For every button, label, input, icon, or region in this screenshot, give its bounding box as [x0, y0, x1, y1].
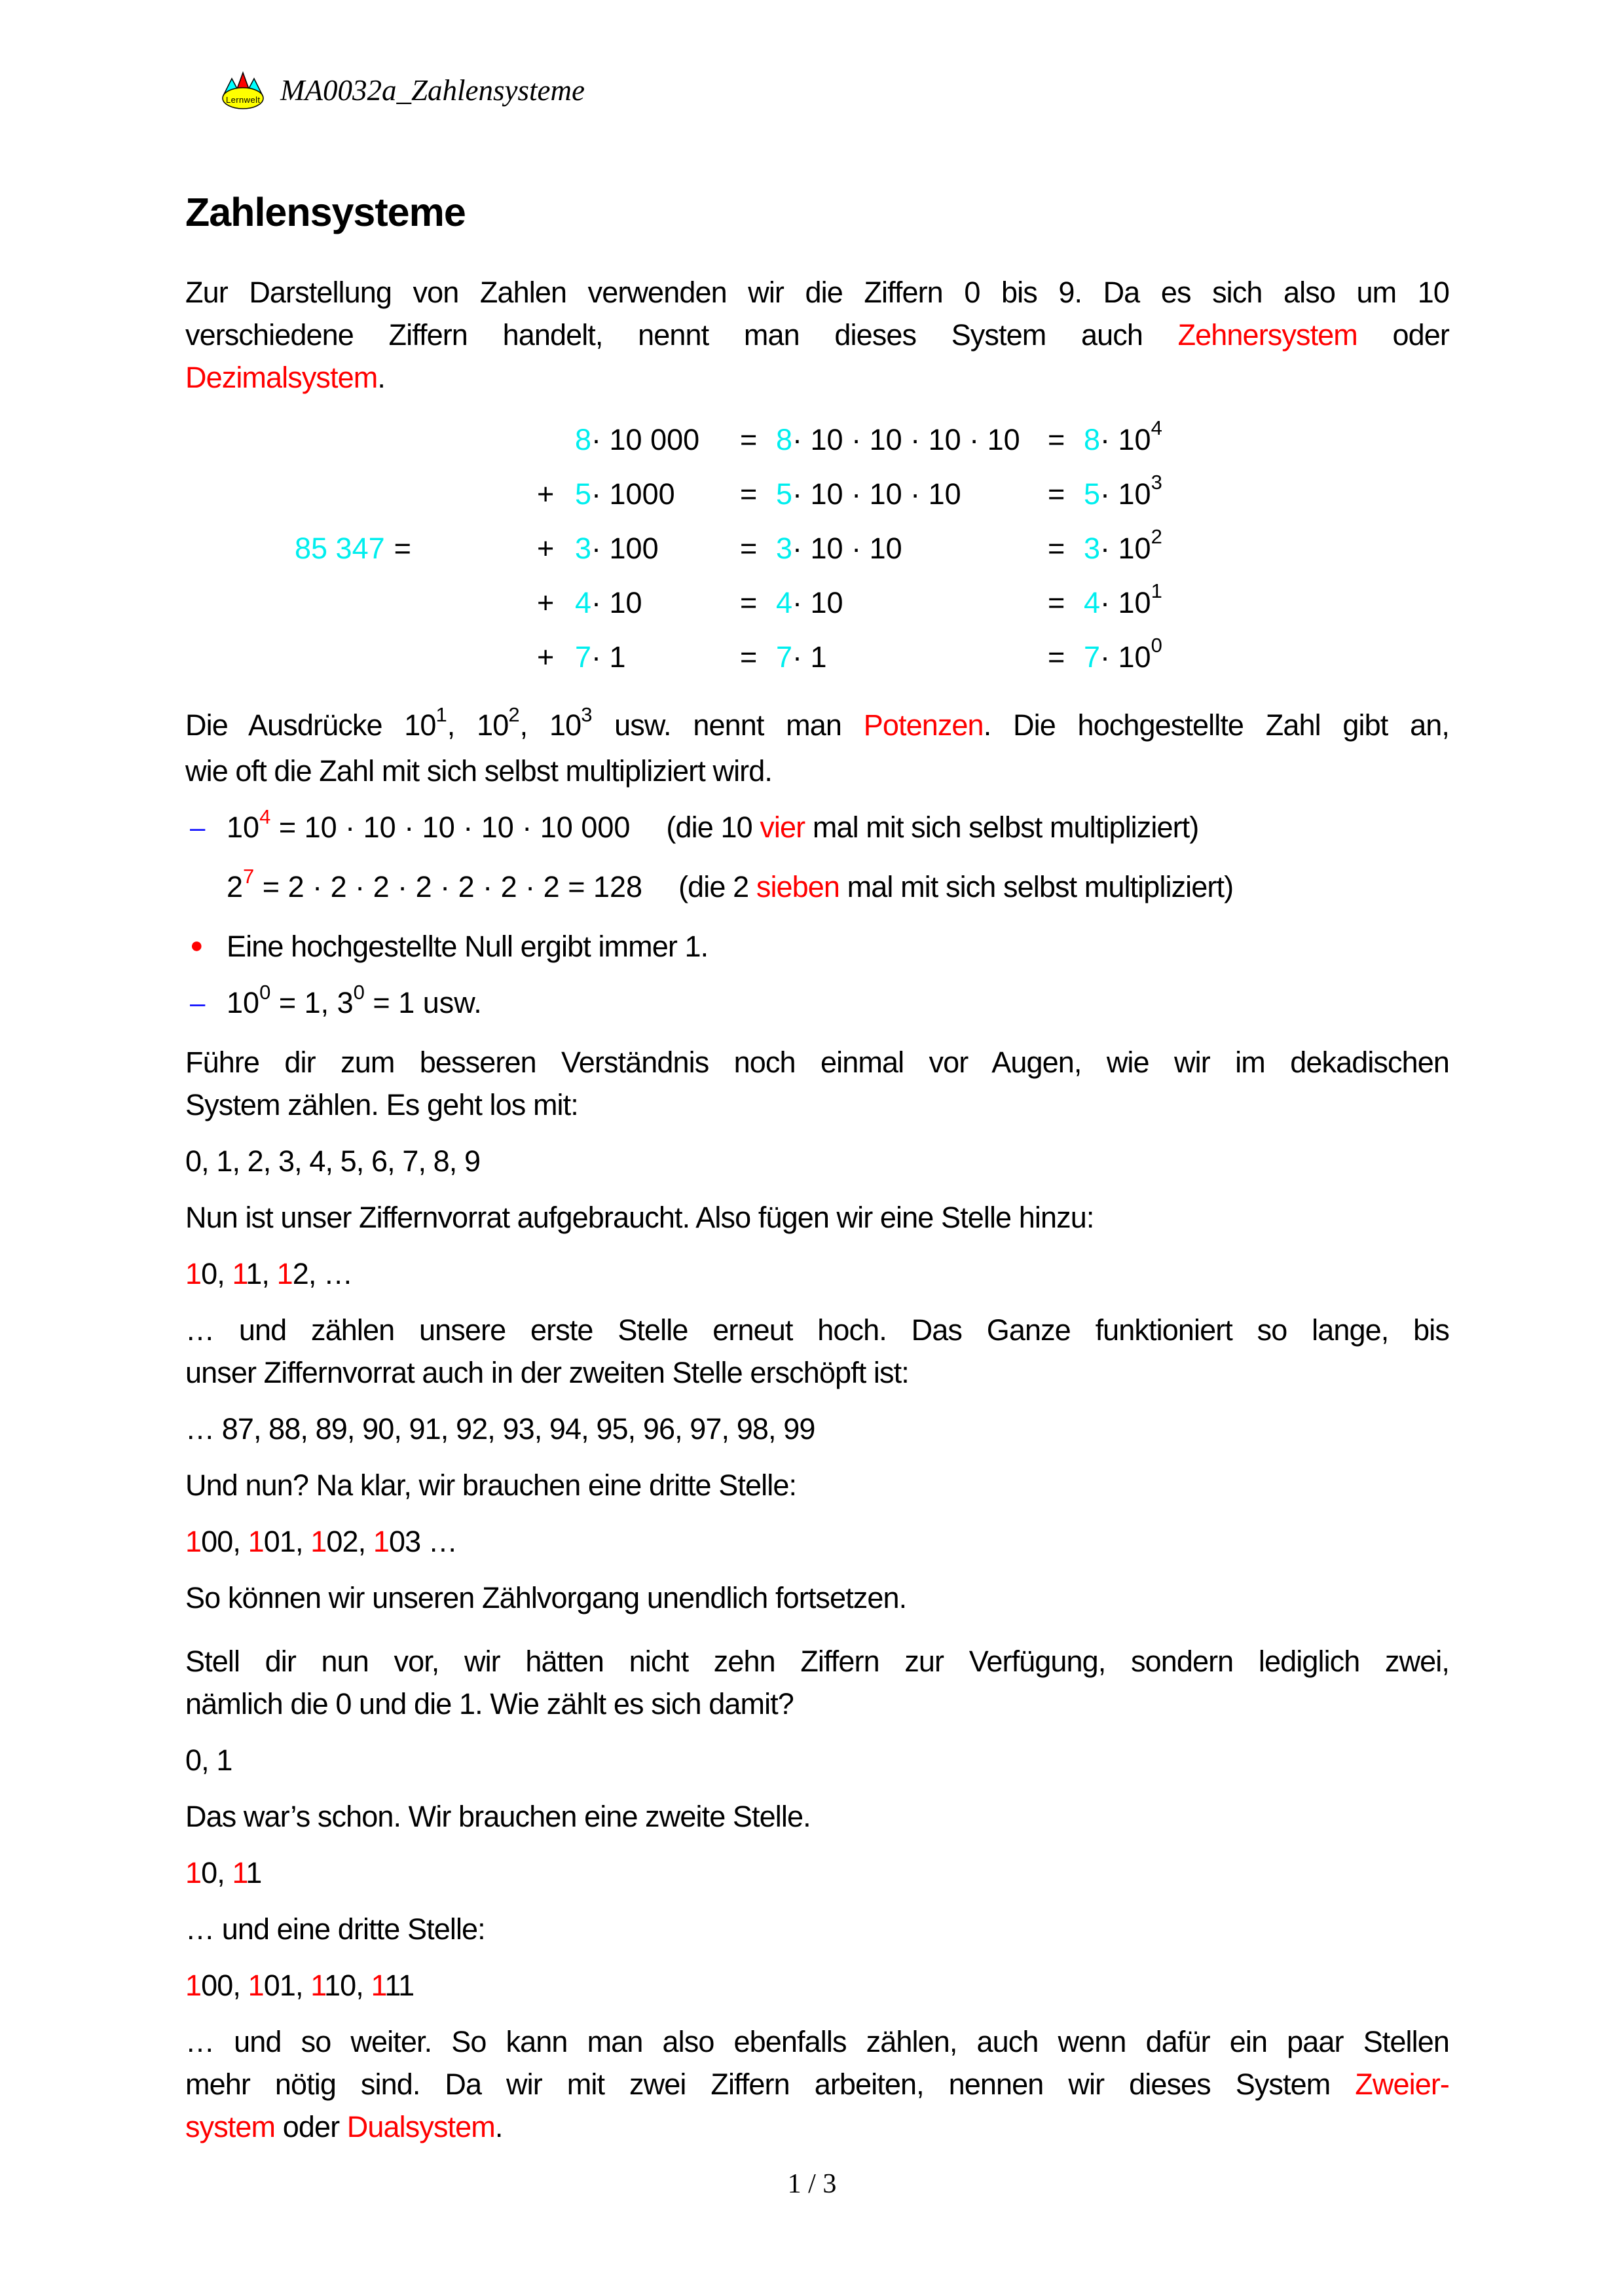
- paragraph-unendlich: So können wir unseren Zählvorgang unendlich fortsetzen.: [185, 1581, 907, 1614]
- document-id: MA0032a_Zahlensysteme: [280, 74, 585, 107]
- page-title: Zahlensysteme: [185, 190, 466, 234]
- keyword-dezimalsystem: Dezimalsystem: [185, 361, 378, 394]
- equation-row: + 7· 1 = 7· 1 = $7\cdot 10^0$: [537, 633, 1162, 674]
- paragraph-intro: Zur Darstellung von Zahlen verwenden wir die Ziffern 0 bis 9. Da es sich also um 10 verschiedene Ziffern handelt, nennt man dieses System auch Zehnersystem oder Dezimalsystem.: [185, 276, 1449, 394]
- list-item-null-rule: ● Eine hochgestellte Null ergibt immer 1.: [190, 925, 1449, 968]
- logo-text: Lernwelt: [226, 95, 260, 105]
- exponent: 4: [259, 805, 271, 828]
- count-binary-100-111: 100, 101, 110, 111: [185, 1969, 415, 2002]
- paragraph-dritte-stelle-binaer: … und eine dritte Stelle:: [185, 1912, 485, 1946]
- page-header: [221, 71, 585, 110]
- keyword-dualsystem: Dualsystem: [346, 2110, 495, 2143]
- exponent: 7: [243, 865, 255, 888]
- coefficient: 8: [575, 422, 592, 456]
- dash-marker: –: [190, 812, 206, 843]
- paragraph-stell-dir-vor: Stell dir nun vor, wir hätten nicht zehn Ziffern zur Verfügung, sondern lediglich zwei, nämlich die 0 und die 1. Wie zählt es sich damit?: [185, 1645, 1449, 1721]
- count-binary-10-11: 10, 11: [185, 1856, 262, 1889]
- footer: [0, 2168, 1624, 2200]
- lernwelt-logo: [221, 71, 265, 110]
- paragraph-zweite-stelle-binaer: Das war’s schon. Wir brauchen eine zweite Stelle.: [185, 1800, 811, 1833]
- paragraph-fuehre: Führe dir zum besseren Verständnis noch einmal vor Augen, wie wir im dekadischen System zählen. Es geht los mit:: [185, 1046, 1449, 1121]
- paragraph-zweite-stelle: … und zählen unsere erste Stelle erneut hoch. Das Ganze funktioniert so lange, bis unser Ziffernvorrat auch in der zweiten Stelle erschöpft ist:: [185, 1313, 1449, 1389]
- bullet-marker: ●: [190, 933, 204, 958]
- equation-row: 85 347 = + 3· 100 = 3· 10 · 10 = $3\cdot 10^2$: [295, 524, 1162, 565]
- keyword-zweiersystem-part2: system: [185, 2110, 276, 2143]
- paragraph-dualsystem: … und so weiter. So kann man also ebenfalls zählen, auch wenn dafür ein paar Stellen mehr nötig sind. Da wir mit zwei Ziffern arbeiten, nennen wir dieses System Zweier- system oder Dualsystem.: [185, 2025, 1449, 2143]
- keyword-zweiersystem-part1: Zweier-: [1355, 2068, 1449, 2101]
- paragraph-ziffernvorrat: Nun ist unser Ziffernvorrat aufgebraucht. Also fügen wir eine Stelle hinzu:: [185, 1201, 1094, 1234]
- count-87-99: … 87, 88, 89, 90, 91, 92, 93, 94, 95, 96, 97, 98, 99: [185, 1412, 815, 1446]
- paragraph-potenzen: Die Ausdrücke $10^1$, $10^2$, $10^3$ usw. nennt man Potenzen. Die hochgestellte Zahl gibt an, wie oft die Zahl mit sich selbst multipliziert wird.: [185, 703, 1449, 788]
- equation-row: + 4· 10 = 4· 10 = $4\cdot 10^1$: [537, 579, 1162, 619]
- page-number: 1 / 3: [787, 2169, 837, 2199]
- list-item-zero-exponent: – $10^0 = 1$, $3^0 = 1$ usw.: [190, 981, 1449, 1027]
- keyword-potenzen: Potenzen: [863, 708, 984, 742]
- count-10-12: 10, 11, 12, …: [185, 1257, 353, 1290]
- digits-0-9: 0, 1, 2, 3, 4, 5, 6, 7, 8, 9: [185, 1144, 481, 1178]
- binary-0-1: 0, 1: [185, 1743, 232, 1777]
- exponent: 4: [1151, 416, 1162, 439]
- list-item-power-of-ten: – $10^4 = 10 \cdot 10 \cdot 10 \cdot 10 \cdot 10$ 000 (die 10 vier mal mit sich selbst multipliziert): [190, 806, 1449, 852]
- keyword-sieben: sieben: [756, 870, 840, 903]
- place-value-equation: [295, 412, 1449, 684]
- dash-marker: –: [190, 987, 206, 1018]
- sum-label: 85 347: [295, 531, 385, 565]
- document-content: [185, 190, 1449, 2162]
- paragraph-dritte-stelle: Und nun? Na klar, wir brauchen eine dritte Stelle:: [185, 1468, 797, 1502]
- keyword-vier: vier: [760, 811, 805, 844]
- equation-row: + 5· 1000 = 5· 10 · 10 · 10 = $5\cdot 10^3$: [537, 470, 1162, 511]
- keyword-zehnersystem: Zehnersystem: [1177, 318, 1357, 352]
- count-100-103: 100, 101, 102, 103 …: [185, 1525, 457, 1558]
- equation-row: 8· 10 000 = 8· 10 · 10 · 10 · 10 = $8\cdot 10^4$: [575, 416, 1162, 456]
- list-item-power-of-two: $2^7 = 2 \cdot 2 \cdot 2 \cdot 2 \cdot 2 \cdot 2 \cdot 2 = 128$ (die 2 sieben mal mit sich selbst multipliziert): [227, 865, 1234, 903]
